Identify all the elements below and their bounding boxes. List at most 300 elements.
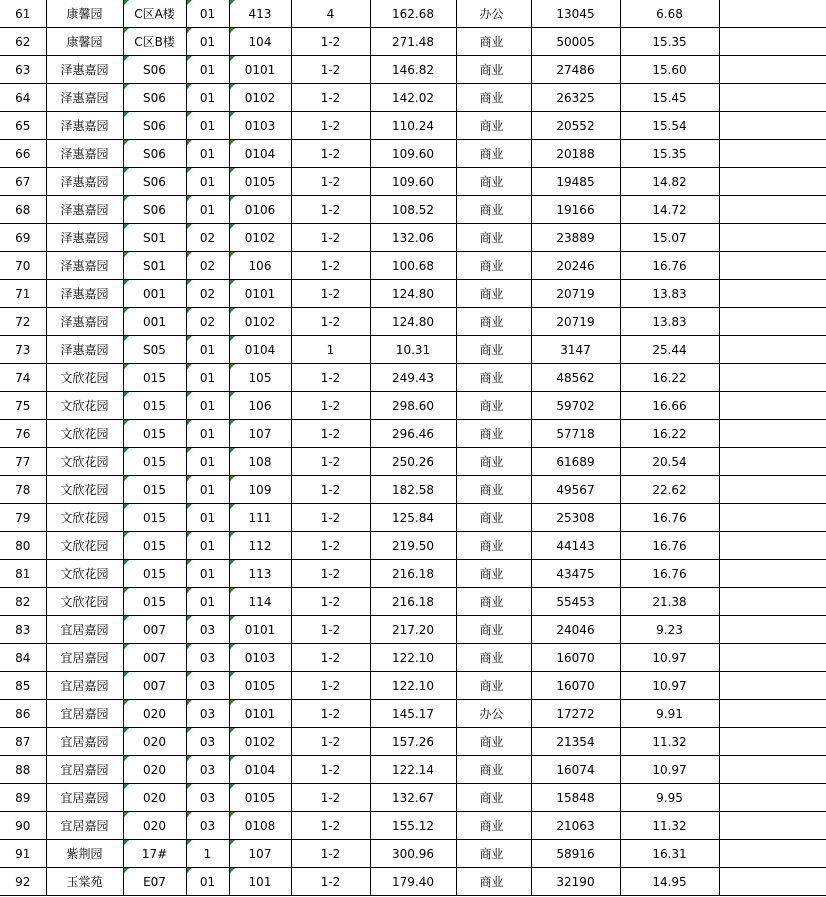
rate-cell[interactable]: 14.82 xyxy=(620,168,719,196)
rate-cell[interactable]: 15.54 xyxy=(620,112,719,140)
unit-cell[interactable]: 01 xyxy=(186,560,229,588)
floor-cell[interactable]: 1-2 xyxy=(291,196,370,224)
row-number-cell[interactable]: 72 xyxy=(0,308,46,336)
row-number-cell[interactable]: 82 xyxy=(0,588,46,616)
price-cell[interactable]: 13045 xyxy=(531,0,620,28)
floor-cell[interactable]: 1-2 xyxy=(291,392,370,420)
room-cell[interactable]: 101 xyxy=(229,868,291,896)
room-cell[interactable]: 0102 xyxy=(229,84,291,112)
price-cell[interactable]: 49567 xyxy=(531,476,620,504)
room-cell[interactable]: 0101 xyxy=(229,56,291,84)
rate-cell[interactable]: 16.76 xyxy=(620,252,719,280)
project-name-cell[interactable]: 宜居嘉园 xyxy=(46,756,123,784)
project-name-cell[interactable]: 泽惠嘉园 xyxy=(46,280,123,308)
price-cell[interactable]: 20246 xyxy=(531,252,620,280)
unit-cell[interactable]: 1 xyxy=(186,840,229,868)
floor-cell[interactable]: 1-2 xyxy=(291,280,370,308)
rate-cell[interactable]: 16.66 xyxy=(620,392,719,420)
room-cell[interactable]: 112 xyxy=(229,532,291,560)
empty-cell[interactable] xyxy=(719,588,826,616)
use-cell[interactable]: 商业 xyxy=(456,420,531,448)
use-cell[interactable]: 商业 xyxy=(456,868,531,896)
empty-cell[interactable] xyxy=(719,168,826,196)
floor-cell[interactable]: 1-2 xyxy=(291,168,370,196)
row-number-cell[interactable]: 78 xyxy=(0,476,46,504)
unit-cell[interactable]: 01 xyxy=(186,588,229,616)
price-cell[interactable]: 20719 xyxy=(531,308,620,336)
price-cell[interactable]: 26325 xyxy=(531,84,620,112)
unit-cell[interactable]: 01 xyxy=(186,476,229,504)
project-name-cell[interactable]: 宜居嘉园 xyxy=(46,728,123,756)
area-cell[interactable]: 162.68 xyxy=(370,0,456,28)
empty-cell[interactable] xyxy=(719,448,826,476)
use-cell[interactable]: 商业 xyxy=(456,560,531,588)
empty-cell[interactable] xyxy=(719,840,826,868)
room-cell[interactable]: 0102 xyxy=(229,224,291,252)
rate-cell[interactable]: 11.32 xyxy=(620,812,719,840)
project-name-cell[interactable]: 玉棠苑 xyxy=(46,868,123,896)
building-cell[interactable]: 015 xyxy=(123,588,186,616)
area-cell[interactable]: 125.84 xyxy=(370,504,456,532)
building-cell[interactable]: 007 xyxy=(123,672,186,700)
rate-cell[interactable]: 9.91 xyxy=(620,700,719,728)
unit-cell[interactable]: 02 xyxy=(186,280,229,308)
room-cell[interactable]: 0105 xyxy=(229,168,291,196)
empty-cell[interactable] xyxy=(719,56,826,84)
rate-cell[interactable]: 15.07 xyxy=(620,224,719,252)
use-cell[interactable]: 商业 xyxy=(456,252,531,280)
building-cell[interactable]: S06 xyxy=(123,56,186,84)
rate-cell[interactable]: 15.35 xyxy=(620,28,719,56)
room-cell[interactable]: 107 xyxy=(229,840,291,868)
empty-cell[interactable] xyxy=(719,280,826,308)
empty-cell[interactable] xyxy=(719,308,826,336)
use-cell[interactable]: 商业 xyxy=(456,532,531,560)
room-cell[interactable]: 0102 xyxy=(229,308,291,336)
price-cell[interactable]: 61689 xyxy=(531,448,620,476)
use-cell[interactable]: 商业 xyxy=(456,672,531,700)
floor-cell[interactable]: 1-2 xyxy=(291,700,370,728)
project-name-cell[interactable]: 泽惠嘉园 xyxy=(46,168,123,196)
building-cell[interactable]: S06 xyxy=(123,140,186,168)
project-name-cell[interactable]: 康馨园 xyxy=(46,28,123,56)
building-cell[interactable]: 015 xyxy=(123,448,186,476)
area-cell[interactable]: 109.60 xyxy=(370,168,456,196)
project-name-cell[interactable]: 泽惠嘉园 xyxy=(46,224,123,252)
room-cell[interactable]: 108 xyxy=(229,448,291,476)
building-cell[interactable]: 015 xyxy=(123,532,186,560)
row-number-cell[interactable]: 88 xyxy=(0,756,46,784)
unit-cell[interactable]: 01 xyxy=(186,448,229,476)
row-number-cell[interactable]: 62 xyxy=(0,28,46,56)
building-cell[interactable]: S01 xyxy=(123,224,186,252)
row-number-cell[interactable]: 81 xyxy=(0,560,46,588)
price-cell[interactable]: 32190 xyxy=(531,868,620,896)
building-cell[interactable]: 015 xyxy=(123,504,186,532)
empty-cell[interactable] xyxy=(719,392,826,420)
room-cell[interactable]: 413 xyxy=(229,0,291,28)
area-cell[interactable]: 249.43 xyxy=(370,364,456,392)
building-cell[interactable]: 015 xyxy=(123,560,186,588)
price-cell[interactable]: 27486 xyxy=(531,56,620,84)
rate-cell[interactable]: 10.97 xyxy=(620,672,719,700)
rate-cell[interactable]: 15.35 xyxy=(620,140,719,168)
price-cell[interactable]: 24046 xyxy=(531,616,620,644)
row-number-cell[interactable]: 87 xyxy=(0,728,46,756)
area-cell[interactable]: 132.67 xyxy=(370,784,456,812)
building-cell[interactable]: E07 xyxy=(123,868,186,896)
floor-cell[interactable]: 1 xyxy=(291,336,370,364)
project-name-cell[interactable]: 文欣花园 xyxy=(46,476,123,504)
unit-cell[interactable]: 01 xyxy=(186,336,229,364)
row-number-cell[interactable]: 80 xyxy=(0,532,46,560)
area-cell[interactable]: 179.40 xyxy=(370,868,456,896)
room-cell[interactable]: 113 xyxy=(229,560,291,588)
empty-cell[interactable] xyxy=(719,868,826,896)
row-number-cell[interactable]: 65 xyxy=(0,112,46,140)
price-cell[interactable]: 20188 xyxy=(531,140,620,168)
area-cell[interactable]: 296.46 xyxy=(370,420,456,448)
project-name-cell[interactable]: 泽惠嘉园 xyxy=(46,308,123,336)
empty-cell[interactable] xyxy=(719,140,826,168)
floor-cell[interactable]: 1-2 xyxy=(291,616,370,644)
unit-cell[interactable]: 01 xyxy=(186,0,229,28)
rate-cell[interactable]: 10.97 xyxy=(620,756,719,784)
area-cell[interactable]: 219.50 xyxy=(370,532,456,560)
rate-cell[interactable]: 16.76 xyxy=(620,532,719,560)
floor-cell[interactable]: 1-2 xyxy=(291,224,370,252)
unit-cell[interactable]: 01 xyxy=(186,420,229,448)
floor-cell[interactable]: 1-2 xyxy=(291,532,370,560)
project-name-cell[interactable]: 康馨园 xyxy=(46,0,123,28)
floor-cell[interactable]: 1-2 xyxy=(291,784,370,812)
project-name-cell[interactable]: 泽惠嘉园 xyxy=(46,56,123,84)
floor-cell[interactable]: 1-2 xyxy=(291,420,370,448)
rate-cell[interactable]: 13.83 xyxy=(620,280,719,308)
empty-cell[interactable] xyxy=(719,644,826,672)
row-number-cell[interactable]: 76 xyxy=(0,420,46,448)
rate-cell[interactable]: 9.95 xyxy=(620,784,719,812)
use-cell[interactable]: 商业 xyxy=(456,840,531,868)
unit-cell[interactable]: 01 xyxy=(186,868,229,896)
floor-cell[interactable]: 1-2 xyxy=(291,840,370,868)
price-cell[interactable]: 3147 xyxy=(531,336,620,364)
project-name-cell[interactable]: 泽惠嘉园 xyxy=(46,84,123,112)
project-name-cell[interactable]: 文欣花园 xyxy=(46,392,123,420)
use-cell[interactable]: 商业 xyxy=(456,168,531,196)
building-cell[interactable]: 001 xyxy=(123,280,186,308)
row-number-cell[interactable]: 64 xyxy=(0,84,46,112)
building-cell[interactable]: 015 xyxy=(123,420,186,448)
empty-cell[interactable] xyxy=(719,0,826,28)
price-cell[interactable]: 19485 xyxy=(531,168,620,196)
empty-cell[interactable] xyxy=(719,672,826,700)
unit-cell[interactable]: 01 xyxy=(186,532,229,560)
price-cell[interactable]: 20552 xyxy=(531,112,620,140)
row-number-cell[interactable]: 63 xyxy=(0,56,46,84)
unit-cell[interactable]: 02 xyxy=(186,252,229,280)
building-cell[interactable]: 015 xyxy=(123,476,186,504)
use-cell[interactable]: 商业 xyxy=(456,644,531,672)
room-cell[interactable]: 0103 xyxy=(229,112,291,140)
project-name-cell[interactable]: 宜居嘉园 xyxy=(46,812,123,840)
unit-cell[interactable]: 03 xyxy=(186,616,229,644)
price-cell[interactable]: 48562 xyxy=(531,364,620,392)
unit-cell[interactable]: 02 xyxy=(186,224,229,252)
row-number-cell[interactable]: 92 xyxy=(0,868,46,896)
area-cell[interactable]: 298.60 xyxy=(370,392,456,420)
price-cell[interactable]: 16070 xyxy=(531,672,620,700)
building-cell[interactable]: S06 xyxy=(123,84,186,112)
row-number-cell[interactable]: 74 xyxy=(0,364,46,392)
building-cell[interactable]: C区A楼 xyxy=(123,0,186,28)
floor-cell[interactable]: 1-2 xyxy=(291,140,370,168)
floor-cell[interactable]: 1-2 xyxy=(291,448,370,476)
use-cell[interactable]: 商业 xyxy=(456,140,531,168)
floor-cell[interactable]: 1-2 xyxy=(291,252,370,280)
row-number-cell[interactable]: 79 xyxy=(0,504,46,532)
room-cell[interactable]: 107 xyxy=(229,420,291,448)
unit-cell[interactable]: 01 xyxy=(186,196,229,224)
row-number-cell[interactable]: 84 xyxy=(0,644,46,672)
unit-cell[interactable]: 03 xyxy=(186,728,229,756)
row-number-cell[interactable]: 70 xyxy=(0,252,46,280)
area-cell[interactable]: 155.12 xyxy=(370,812,456,840)
room-cell[interactable]: 104 xyxy=(229,28,291,56)
project-name-cell[interactable]: 宜居嘉园 xyxy=(46,644,123,672)
use-cell[interactable]: 商业 xyxy=(456,224,531,252)
room-cell[interactable]: 111 xyxy=(229,504,291,532)
price-cell[interactable]: 17272 xyxy=(531,700,620,728)
empty-cell[interactable] xyxy=(719,784,826,812)
floor-cell[interactable]: 1-2 xyxy=(291,812,370,840)
use-cell[interactable]: 商业 xyxy=(456,56,531,84)
use-cell[interactable]: 商业 xyxy=(456,784,531,812)
use-cell[interactable]: 商业 xyxy=(456,196,531,224)
empty-cell[interactable] xyxy=(719,532,826,560)
empty-cell[interactable] xyxy=(719,336,826,364)
unit-cell[interactable]: 03 xyxy=(186,644,229,672)
building-cell[interactable]: 015 xyxy=(123,364,186,392)
floor-cell[interactable]: 1-2 xyxy=(291,476,370,504)
project-name-cell[interactable]: 文欣花园 xyxy=(46,448,123,476)
row-number-cell[interactable]: 83 xyxy=(0,616,46,644)
row-number-cell[interactable]: 89 xyxy=(0,784,46,812)
building-cell[interactable]: S05 xyxy=(123,336,186,364)
rate-cell[interactable]: 21.38 xyxy=(620,588,719,616)
building-cell[interactable]: S01 xyxy=(123,252,186,280)
building-cell[interactable]: 001 xyxy=(123,308,186,336)
room-cell[interactable]: 0102 xyxy=(229,728,291,756)
area-cell[interactable]: 124.80 xyxy=(370,280,456,308)
use-cell[interactable]: 商业 xyxy=(456,364,531,392)
building-cell[interactable]: S06 xyxy=(123,168,186,196)
use-cell[interactable]: 办公 xyxy=(456,700,531,728)
area-cell[interactable]: 122.10 xyxy=(370,644,456,672)
empty-cell[interactable] xyxy=(719,700,826,728)
rate-cell[interactable]: 11.32 xyxy=(620,728,719,756)
use-cell[interactable]: 商业 xyxy=(456,588,531,616)
rate-cell[interactable]: 16.22 xyxy=(620,364,719,392)
empty-cell[interactable] xyxy=(719,756,826,784)
row-number-cell[interactable]: 85 xyxy=(0,672,46,700)
empty-cell[interactable] xyxy=(719,196,826,224)
area-cell[interactable]: 271.48 xyxy=(370,28,456,56)
project-name-cell[interactable]: 泽惠嘉园 xyxy=(46,112,123,140)
empty-cell[interactable] xyxy=(719,616,826,644)
area-cell[interactable]: 216.18 xyxy=(370,560,456,588)
price-cell[interactable]: 44143 xyxy=(531,532,620,560)
use-cell[interactable]: 商业 xyxy=(456,728,531,756)
row-number-cell[interactable]: 69 xyxy=(0,224,46,252)
price-cell[interactable]: 19166 xyxy=(531,196,620,224)
project-name-cell[interactable]: 泽惠嘉园 xyxy=(46,252,123,280)
area-cell[interactable]: 109.60 xyxy=(370,140,456,168)
floor-cell[interactable]: 1-2 xyxy=(291,364,370,392)
price-cell[interactable]: 58916 xyxy=(531,840,620,868)
row-number-cell[interactable]: 90 xyxy=(0,812,46,840)
building-cell[interactable]: 020 xyxy=(123,728,186,756)
empty-cell[interactable] xyxy=(719,812,826,840)
use-cell[interactable]: 商业 xyxy=(456,336,531,364)
empty-cell[interactable] xyxy=(719,28,826,56)
floor-cell[interactable]: 1-2 xyxy=(291,84,370,112)
rate-cell[interactable]: 16.76 xyxy=(620,504,719,532)
use-cell[interactable]: 商业 xyxy=(456,28,531,56)
building-cell[interactable]: S06 xyxy=(123,196,186,224)
unit-cell[interactable]: 01 xyxy=(186,56,229,84)
floor-cell[interactable]: 1-2 xyxy=(291,28,370,56)
project-name-cell[interactable]: 文欣花园 xyxy=(46,504,123,532)
row-number-cell[interactable]: 73 xyxy=(0,336,46,364)
use-cell[interactable]: 商业 xyxy=(456,756,531,784)
project-name-cell[interactable]: 宜居嘉园 xyxy=(46,672,123,700)
rate-cell[interactable]: 13.83 xyxy=(620,308,719,336)
area-cell[interactable]: 122.14 xyxy=(370,756,456,784)
price-cell[interactable]: 50005 xyxy=(531,28,620,56)
room-cell[interactable]: 105 xyxy=(229,364,291,392)
project-name-cell[interactable]: 文欣花园 xyxy=(46,420,123,448)
rate-cell[interactable]: 25.44 xyxy=(620,336,719,364)
room-cell[interactable]: 0108 xyxy=(229,812,291,840)
area-cell[interactable]: 142.02 xyxy=(370,84,456,112)
empty-cell[interactable] xyxy=(719,420,826,448)
area-cell[interactable]: 124.80 xyxy=(370,308,456,336)
area-cell[interactable]: 108.52 xyxy=(370,196,456,224)
floor-cell[interactable]: 1-2 xyxy=(291,756,370,784)
rate-cell[interactable]: 15.45 xyxy=(620,84,719,112)
unit-cell[interactable]: 01 xyxy=(186,112,229,140)
empty-cell[interactable] xyxy=(719,84,826,112)
row-number-cell[interactable]: 68 xyxy=(0,196,46,224)
rate-cell[interactable]: 14.95 xyxy=(620,868,719,896)
project-name-cell[interactable]: 紫荆园 xyxy=(46,840,123,868)
area-cell[interactable]: 157.26 xyxy=(370,728,456,756)
rate-cell[interactable]: 15.60 xyxy=(620,56,719,84)
building-cell[interactable]: 020 xyxy=(123,812,186,840)
price-cell[interactable]: 15848 xyxy=(531,784,620,812)
empty-cell[interactable] xyxy=(719,504,826,532)
area-cell[interactable]: 100.68 xyxy=(370,252,456,280)
use-cell[interactable]: 商业 xyxy=(456,448,531,476)
empty-cell[interactable] xyxy=(719,224,826,252)
building-cell[interactable]: 020 xyxy=(123,700,186,728)
room-cell[interactable]: 0104 xyxy=(229,336,291,364)
unit-cell[interactable]: 03 xyxy=(186,812,229,840)
building-cell[interactable]: C区B楼 xyxy=(123,28,186,56)
unit-cell[interactable]: 03 xyxy=(186,672,229,700)
building-cell[interactable]: 020 xyxy=(123,784,186,812)
price-cell[interactable]: 43475 xyxy=(531,560,620,588)
price-cell[interactable]: 20719 xyxy=(531,280,620,308)
unit-cell[interactable]: 01 xyxy=(186,140,229,168)
room-cell[interactable]: 0103 xyxy=(229,644,291,672)
empty-cell[interactable] xyxy=(719,560,826,588)
area-cell[interactable]: 250.26 xyxy=(370,448,456,476)
unit-cell[interactable]: 01 xyxy=(186,504,229,532)
row-number-cell[interactable]: 77 xyxy=(0,448,46,476)
area-cell[interactable]: 217.20 xyxy=(370,616,456,644)
row-number-cell[interactable]: 86 xyxy=(0,700,46,728)
price-cell[interactable]: 16074 xyxy=(531,756,620,784)
empty-cell[interactable] xyxy=(719,252,826,280)
building-cell[interactable]: 015 xyxy=(123,392,186,420)
rate-cell[interactable]: 22.62 xyxy=(620,476,719,504)
floor-cell[interactable]: 1-2 xyxy=(291,728,370,756)
area-cell[interactable]: 10.31 xyxy=(370,336,456,364)
unit-cell[interactable]: 01 xyxy=(186,392,229,420)
floor-cell[interactable]: 1-2 xyxy=(291,112,370,140)
unit-cell[interactable]: 01 xyxy=(186,28,229,56)
use-cell[interactable]: 商业 xyxy=(456,84,531,112)
area-cell[interactable]: 216.18 xyxy=(370,588,456,616)
room-cell[interactable]: 106 xyxy=(229,392,291,420)
use-cell[interactable]: 办公 xyxy=(456,0,531,28)
price-cell[interactable]: 21063 xyxy=(531,812,620,840)
project-name-cell[interactable]: 文欣花园 xyxy=(46,532,123,560)
area-cell[interactable]: 132.06 xyxy=(370,224,456,252)
price-cell[interactable]: 23889 xyxy=(531,224,620,252)
price-cell[interactable]: 25308 xyxy=(531,504,620,532)
rate-cell[interactable]: 16.31 xyxy=(620,840,719,868)
unit-cell[interactable]: 03 xyxy=(186,756,229,784)
floor-cell[interactable]: 1-2 xyxy=(291,672,370,700)
room-cell[interactable]: 114 xyxy=(229,588,291,616)
unit-cell[interactable]: 03 xyxy=(186,700,229,728)
building-cell[interactable]: 007 xyxy=(123,616,186,644)
use-cell[interactable]: 商业 xyxy=(456,616,531,644)
room-cell[interactable]: 106 xyxy=(229,252,291,280)
floor-cell[interactable]: 1-2 xyxy=(291,56,370,84)
room-cell[interactable]: 0104 xyxy=(229,756,291,784)
floor-cell[interactable]: 1-2 xyxy=(291,560,370,588)
rate-cell[interactable]: 14.72 xyxy=(620,196,719,224)
rate-cell[interactable]: 16.76 xyxy=(620,560,719,588)
project-name-cell[interactable]: 文欣花园 xyxy=(46,588,123,616)
project-name-cell[interactable]: 文欣花园 xyxy=(46,364,123,392)
floor-cell[interactable]: 1-2 xyxy=(291,868,370,896)
building-cell[interactable]: 17# xyxy=(123,840,186,868)
rate-cell[interactable]: 16.22 xyxy=(620,420,719,448)
area-cell[interactable]: 110.24 xyxy=(370,112,456,140)
price-cell[interactable]: 57718 xyxy=(531,420,620,448)
area-cell[interactable]: 146.82 xyxy=(370,56,456,84)
row-number-cell[interactable]: 61 xyxy=(0,0,46,28)
rate-cell[interactable]: 6.68 xyxy=(620,0,719,28)
row-number-cell[interactable]: 91 xyxy=(0,840,46,868)
unit-cell[interactable]: 01 xyxy=(186,84,229,112)
empty-cell[interactable] xyxy=(719,728,826,756)
